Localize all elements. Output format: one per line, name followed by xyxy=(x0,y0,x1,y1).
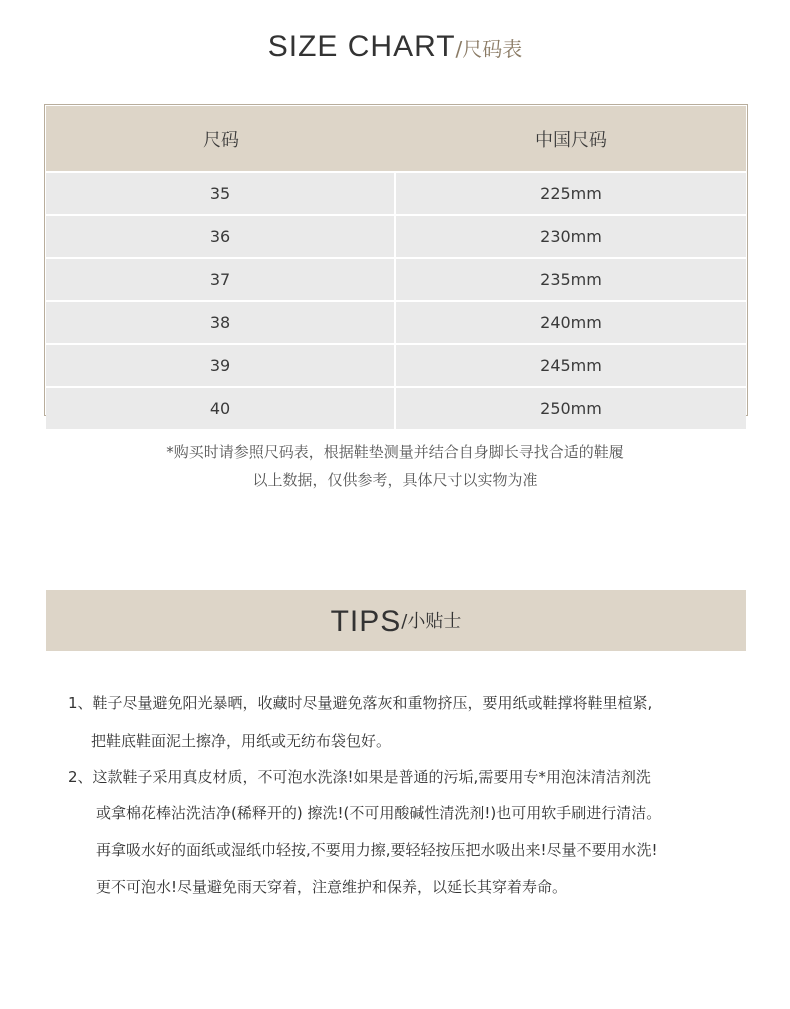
size-cell: 35 xyxy=(46,173,396,216)
size-cell: 39 xyxy=(46,345,396,388)
length-cell: 240mm xyxy=(396,302,746,345)
table-row xyxy=(46,388,746,429)
tip-2-line-3: 再拿吸水好的面纸或湿纸巾轻按,不要用力擦,要轻轻按压把水吸出来!尽量不要用水洗! xyxy=(96,841,658,859)
size-chart-title-cn: /尺码表 xyxy=(455,37,523,61)
tips-title-cn: /小贴士 xyxy=(401,611,462,632)
size-cell: 40 xyxy=(46,388,396,429)
table-header-row xyxy=(46,106,746,173)
table-row xyxy=(46,345,746,388)
column-header-size: 尺码 xyxy=(46,106,396,173)
size-chart-title-en: SIZE CHART xyxy=(267,30,456,63)
length-cell: 250mm xyxy=(396,388,746,429)
column-header-china-size: 中国尺码 xyxy=(396,106,746,173)
length-cell: 245mm xyxy=(396,345,746,388)
size-chart-title xyxy=(0,30,790,64)
tip-2-line-2: 或拿棉花棒沾洗洁净(稀释开的) 擦洗!(不可用酸碱性清洗剂!)也可用软手刷进行清洁。 xyxy=(96,804,662,822)
tips-title-en: TIPS xyxy=(330,605,402,638)
table-row xyxy=(46,302,746,345)
size-note-line-1: *购买时请参照尺码表，根据鞋垫测量并结合自身脚长寻找合适的鞋履 xyxy=(166,443,624,461)
tip-2-line-4: 更不可泡水!尽量避免雨天穿着，注意维护和保养，以延长其穿着寿命。 xyxy=(96,878,568,896)
length-cell: 235mm xyxy=(396,259,746,302)
table-row xyxy=(46,173,746,216)
length-cell: 230mm xyxy=(396,216,746,259)
size-cell: 38 xyxy=(46,302,396,345)
tip-1-line-2: 把鞋底鞋面泥土擦净，用纸或无纺布袋包好。 xyxy=(91,732,392,750)
tip-2-line-1: 2、这款鞋子采用真皮材质，不可泡水洗涤!如果是普通的污垢,需要用专*用泡沫清洁剂洗 xyxy=(68,768,651,786)
tip-1-line-1: 1、鞋子尽量避免阳光暴晒，收藏时尽量避免落灰和重物挤压，要用纸或鞋撑将鞋里楦紧, xyxy=(68,694,653,712)
size-cell: 37 xyxy=(46,259,396,302)
tips-banner xyxy=(46,590,746,651)
table-row xyxy=(46,259,746,302)
size-cell: 36 xyxy=(46,216,396,259)
size-note-line-2: 以上数据，仅供参考，具体尺寸以实物为准 xyxy=(252,471,538,489)
length-cell: 225mm xyxy=(396,173,746,216)
size-table xyxy=(44,104,748,416)
table-row xyxy=(46,216,746,259)
